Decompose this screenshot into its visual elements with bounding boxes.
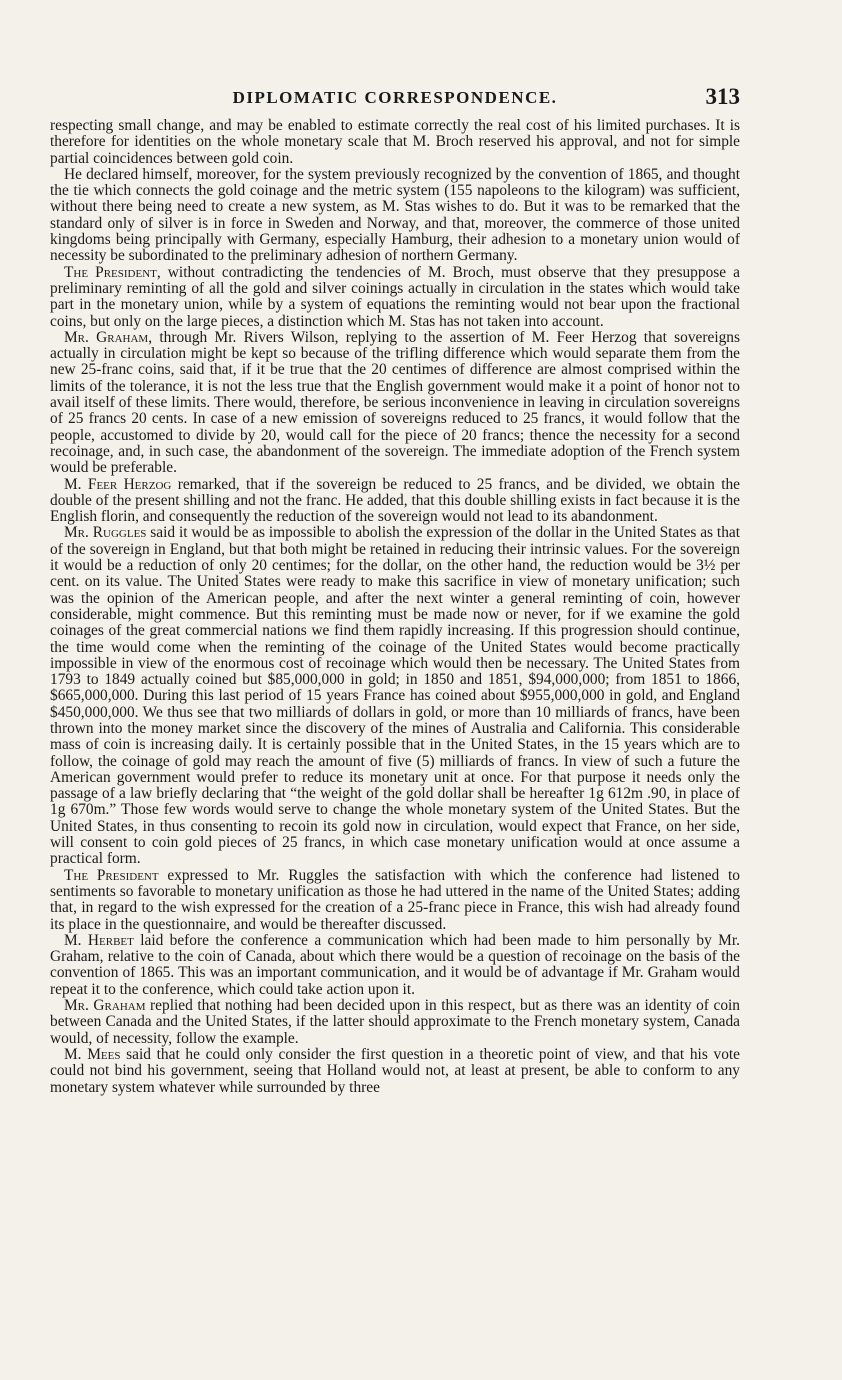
running-head: DIPLOMATIC CORRESPONDENCE. [232,88,558,107]
paragraph: The President expressed to Mr. Ruggles the satisfaction with which the conference had listened to sentiments so favorable to monetary unification as those he had uttered in the name of the United States; adding that, in regard to the wish expressed for the creation of a 25-franc piece in France, this wish had already found its place in the questionnaire, and would be thereafter discussed. [50,866,740,933]
paragraph: M. Herbet laid before the conference a communication which had been made to him personally by Mr. Graham, relative to the coin of Canada, about which there would be a question of recoinage on the basis of the convention of 1865. This was an important communication, and it would be of advantage if Mr. Graham would repeat it to the conference, which could take action upon it. [50,931,740,998]
paragraph: M. Feer Herzog remarked, that if the sovereign be reduced to 25 francs, and be divided, we obtain the double of the present shilling and not the franc. He added, that this double shilling exists in fact because it is the English florin, and consequently the reduction of the sovereign would not lead to its abandonment. [50,475,740,526]
speaker-name: The President [64,263,157,281]
paragraph: Mr. Ruggles said it would be as impossible to abolish the expression of the dollar in the United States as that of the sovereign in England, but that both might be retained in reducing their intrinsic values. For the sovereign it would be a reduction of only 20 centimes; for the dollar, on the other hand, the reduction would be 3½ per cent. on its value. The United States were ready to make this sacrifice in view of monetary unification; such was the opinion of the American people, and after the next winter a general reminting of coin, however considerable, might commence. But this reminting must be made now or never, for if we examine the gold coinages of the great commercial nations we find them rapidly increasing. If this progression should continue, the time would come when the reminting of the coinage of the United States would become practically impossible in view of the enormous cost of recoinage which would then be necessary. The United States from 1793 to 1849 actually coined but $85,000,000 in gold; in 1850 and 1851, $94,000,000; from 1851 to 1866, $665,000,000. During this last period of 15 years France has coined about $955,000,000 in gold, and England $450,000,000. We thus see that two milliards of dollars in gold, or more than 10 milliards of francs, have been thrown into the money market since the discovery of the mines of Australia and California. This considerable mass of coin is increasing daily. It is certainly possible that in the United States, in the 15 years which are to follow, the coinage of gold may reach the amount of five (5) milliards of francs. In view of such a future the American government would prefer to reduce its monetary unit at once. For that purpose it needs only the passage of a law briefly declaring that “the weight of the gold dollar shall be hereafter 1g 612m .90, in place of 1g 670m.” Those few words would serve to change the whole monetary system of the United States. But the United States, in thus consenting to recoin its gold now in circulation, would expect that France, on her side, will consent to coin gold pieces of 25 francs, in which case monetary unification would at once assume a practical form. [50,524,741,868]
speaker-name: Mr. Ruggles [64,524,147,542]
speaker-name: M. Feer Herzog [64,475,172,493]
paragraph: M. Mees said that he could only consider the first question in a theoretic point of view, and that his vote could not bind his government, seeing that Holland would not, at least at present, be able to conform to any monetary system whatever while surrounded by three [50,1045,740,1096]
paragraph: Mr. Graham replied that nothing had been decided upon in this respect, but as there was an identity of coin between Canada and the United States, if the latter should approximate to the French monetary system, Canada would, of necessity, follow the example. [50,997,740,1047]
page-number: 313 [705,84,740,109]
paragraph: respecting small change, and may be enabled to estimate correctly the real cost of his limited purchases. It is therefore for identities on the whole monetary scale that M. Broch reserved his approval, and not for simple partial coincidences between gold coin. [50,117,740,167]
document-page [50,84,740,1096]
speaker-name: Mr. Graham [64,997,146,1015]
page-header [50,84,740,112]
paragraph: The President, without contradicting the tendencies of M. Broch, must observe that they presuppose a preliminary reminting of all the gold and silver coinings actually in circulation in the states which would take part in the monetary union, while by a system of equations the reminting would not bear upon the fractional coins, but only on the large pieces, a distinction which M. Stas has not taken into account. [50,263,740,330]
paragraph: Mr. Graham, through Mr. Rivers Wilson, replying to the assertion of M. Feer Herzog that sovereigns actually in circulation might be kept so because of the trifling difference which would separate them from the new 25-franc coins, said that, if it be true that the 20 centimes of difference are almost comprised within the limits of the tolerance, it is not the less true that the English government would make it a point of honor not to avail itself of these limits. There would, therefore, be serious inconvenience in leaving in circulation sovereigns of 25 francs 20 cents. In case of a new emission of sovereigns reduced to 25 francs, it would follow that the people, accustomed to divide by 20, would call for the piece of 20 francs; thence the necessity for a second recoinage, and, in such case, the abandonment of the sovereign. The immediate adoption of the French system would be preferable. [50,328,740,477]
body-text [50,118,740,1096]
speaker-name: Mr. Graham [64,328,149,346]
speaker-name: The President [64,866,159,884]
speaker-name: M. Herbet [64,931,134,949]
speaker-name: M. Mees [64,1045,121,1063]
paragraph: He declared himself, moreover, for the system previously recognized by the convention of 1865, and thought the tie which connects the gold coinage and the metric system (155 napoleons to the kilogram) was sufficient, without there being need to create a new system, as M. Stas wishes to do. But it was to be remarked that the standard only of silver is in force in Sweden and Norway, and that, moreover, the commerce of those united kingdoms being principally with Germany, especially Hamburg, their adhesion to a monetary union would of necessity be subordinated to the preliminary adhesion of northern Germany. [50,165,740,265]
